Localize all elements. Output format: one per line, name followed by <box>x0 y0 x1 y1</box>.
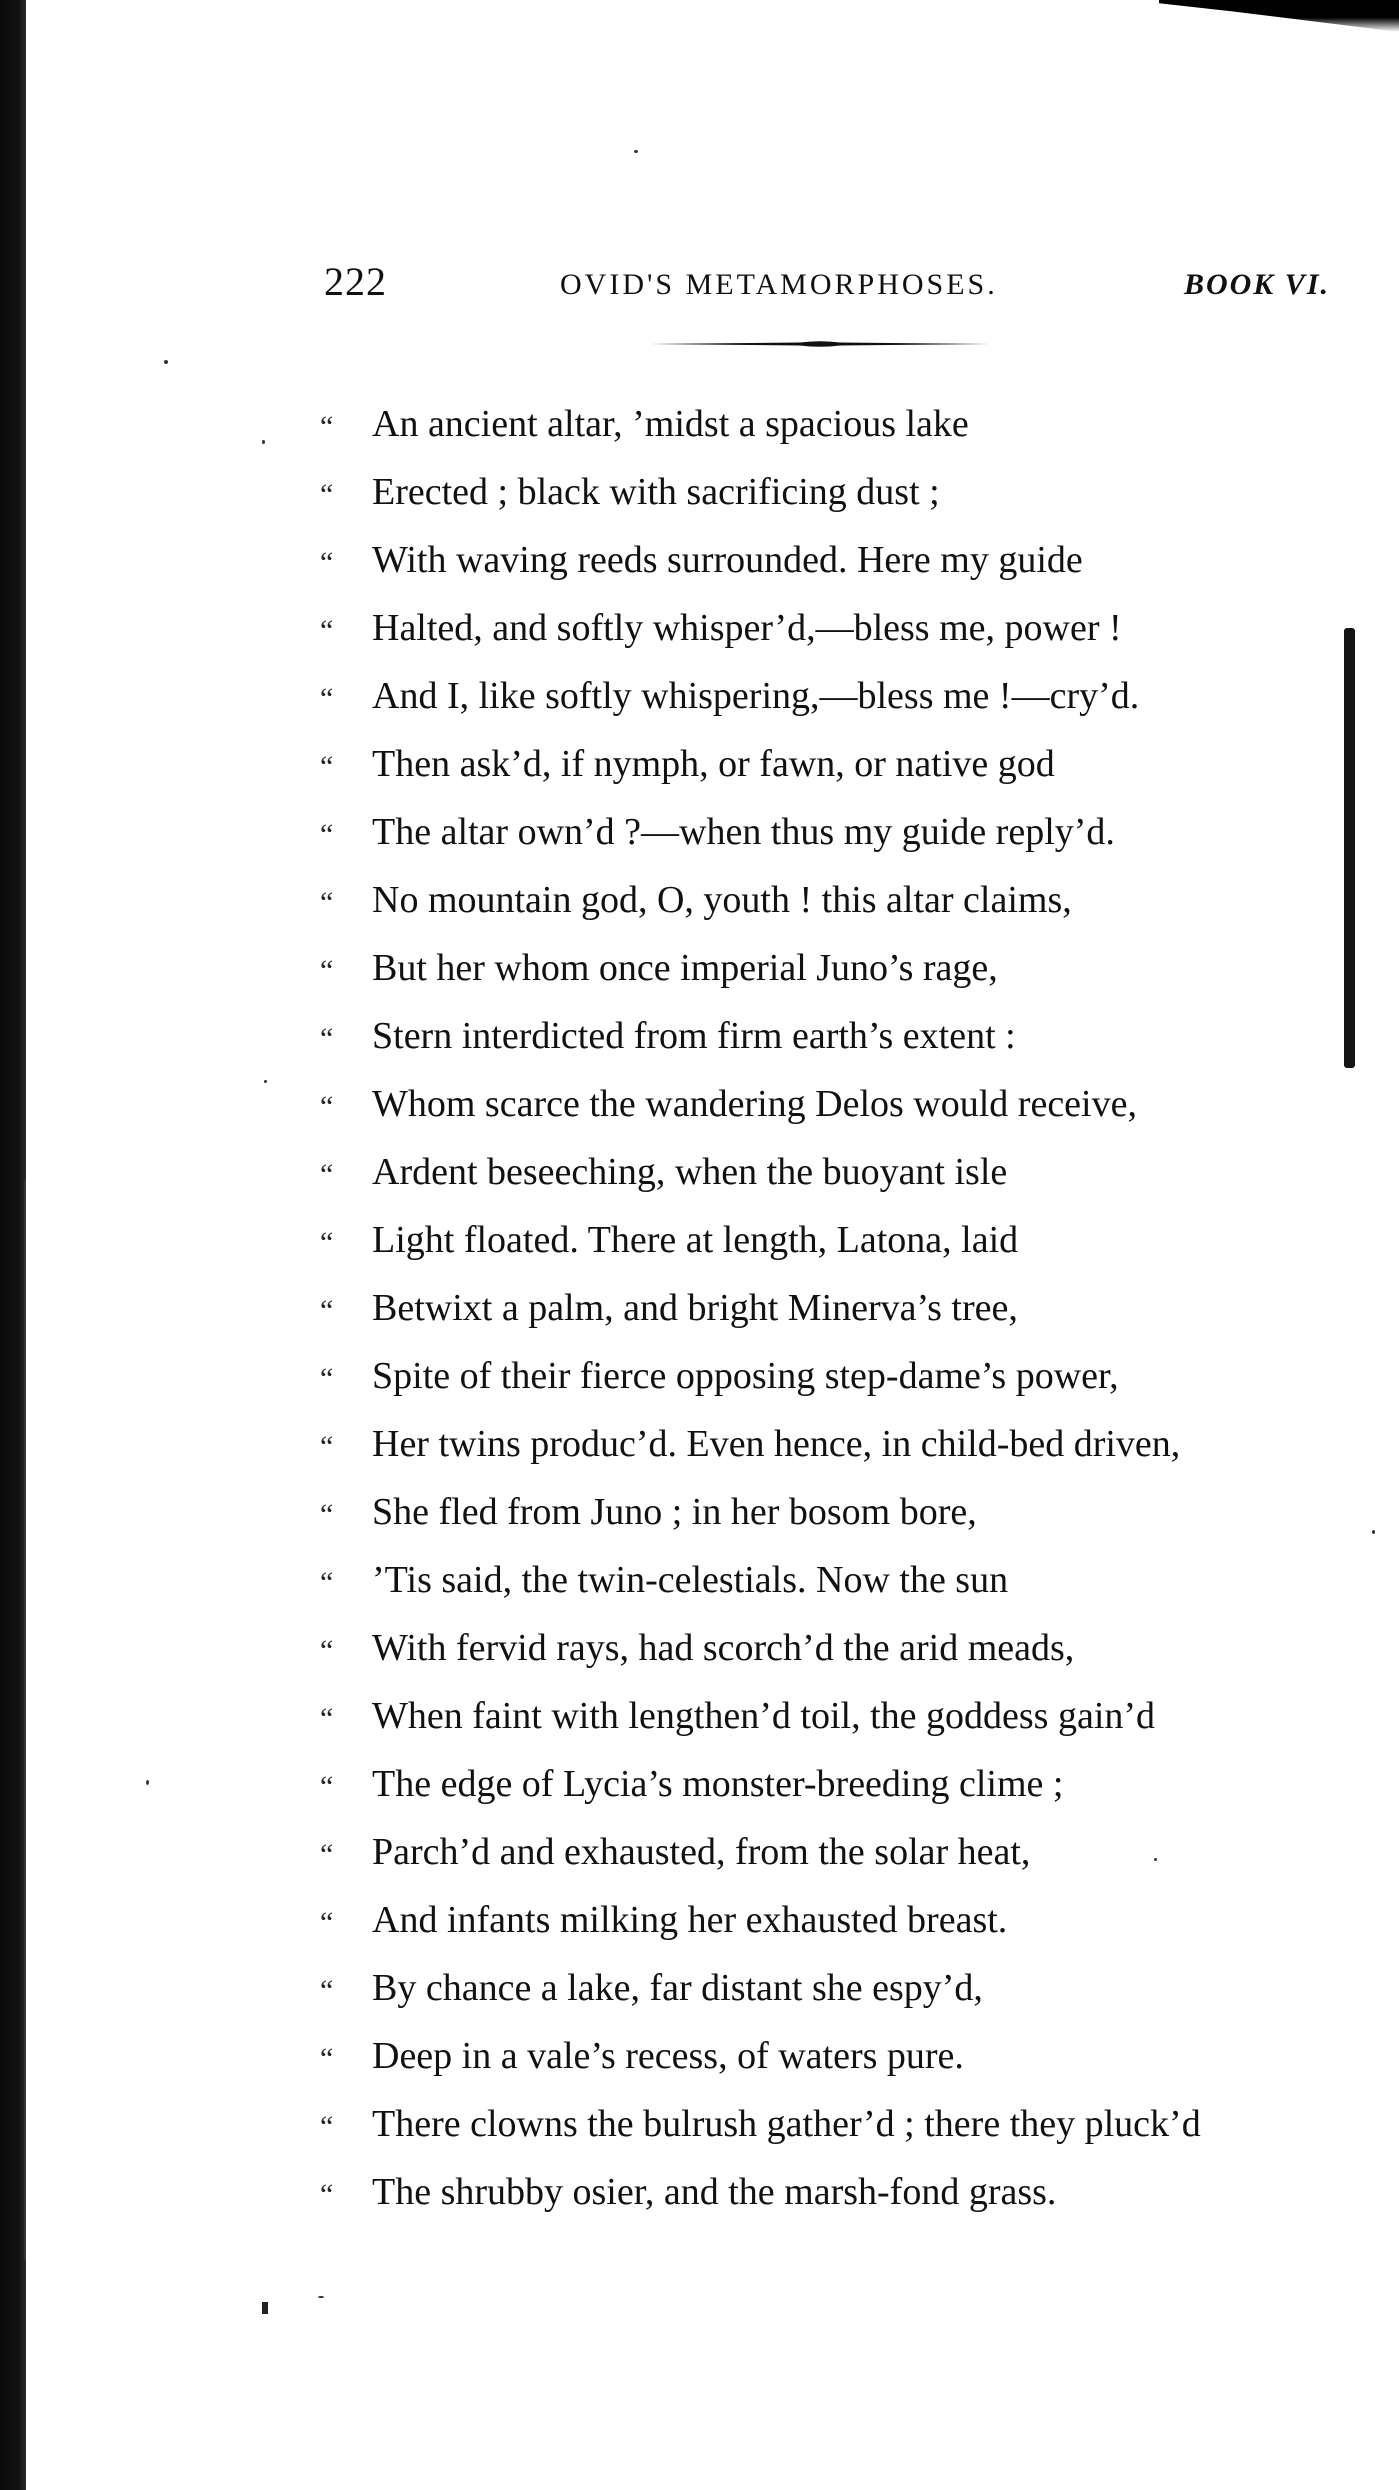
verse-line-text: The shrubby osier, and the marsh-fond grass. <box>372 2171 1057 2213</box>
quote-mark: “ <box>320 682 334 715</box>
verse-line <box>320 1478 1340 1546</box>
verse-line-text: The edge of Lycia’s monster-breeding clime ; <box>372 1763 1064 1805</box>
verse-line-text: And infants milking her exhausted breast. <box>372 1899 1008 1941</box>
quote-mark: “ <box>320 1294 334 1327</box>
binding-shadow <box>0 0 26 2490</box>
quote-mark: “ <box>320 1566 334 1599</box>
verse-line <box>320 1818 1340 1886</box>
verse-line <box>320 1886 1340 1954</box>
verse-line <box>320 1750 1340 1818</box>
book-label: BOOK VI. <box>1183 268 1330 301</box>
margin-line <box>24 1180 26 2260</box>
verse-line-text: Spite of their fierce opposing step-dame’s power, <box>372 1355 1119 1397</box>
quote-mark: “ <box>320 2110 334 2143</box>
speck <box>634 150 638 153</box>
verse-line-text: When faint with lengthen’d toil, the goddess gain’d <box>372 1695 1156 1737</box>
verse-line <box>320 798 1340 866</box>
verse-line-text: Betwixt a palm, and bright Minerva’s tree, <box>372 1287 1018 1329</box>
verse-line-text: Deep in a vale’s recess, of waters pure. <box>372 2035 964 2077</box>
verse-line <box>320 662 1340 730</box>
verse-line-text: She fled from Juno ; in her bosom bore, <box>372 1491 977 1533</box>
verse-line <box>320 1682 1340 1750</box>
verse-line <box>320 526 1340 594</box>
verse-line <box>320 1410 1340 1478</box>
speck <box>318 2296 324 2298</box>
quote-mark: “ <box>320 886 334 919</box>
ornament-rule-shape <box>650 340 990 348</box>
verse-block <box>320 390 1340 2226</box>
quote-mark: “ <box>320 546 334 579</box>
verse-line-text: With waving reeds surrounded. Here my guide <box>372 539 1083 581</box>
quote-mark: “ <box>320 1974 334 2007</box>
verse-line <box>320 1546 1340 1614</box>
verse-line <box>320 1206 1340 1274</box>
verse-line-text: Her twins produc’d. Even hence, in child-bed driven, <box>372 1423 1181 1465</box>
verse-line <box>320 934 1340 1002</box>
verse-line <box>320 1138 1340 1206</box>
verse-line <box>320 866 1340 934</box>
quote-mark: “ <box>320 614 334 647</box>
verse-line <box>320 1070 1340 1138</box>
speck <box>262 440 265 444</box>
quote-mark: “ <box>320 1498 334 1531</box>
speck <box>1372 1530 1375 1534</box>
verse-line-text: No mountain god, O, youth ! this altar claims, <box>372 879 1072 921</box>
verse-line <box>320 458 1340 526</box>
ornament-rule <box>650 340 990 348</box>
quote-mark: “ <box>320 1090 334 1123</box>
verse-line-text: Whom scarce the wandering Delos would receive, <box>372 1083 1137 1125</box>
quote-mark: “ <box>320 1362 334 1395</box>
quote-mark: “ <box>320 410 334 443</box>
quote-mark: “ <box>320 1158 334 1191</box>
speck <box>146 1780 149 1785</box>
verse-line <box>320 2022 1340 2090</box>
verse-line-text: Ardent beseeching, when the buoyant isle <box>372 1151 1008 1193</box>
verse-line <box>320 1614 1340 1682</box>
verse-line <box>320 594 1340 662</box>
quote-mark: “ <box>320 1430 334 1463</box>
quote-mark: “ <box>320 818 334 851</box>
quote-mark: “ <box>320 2178 334 2211</box>
quote-mark: “ <box>320 1838 334 1871</box>
quote-mark: “ <box>320 1906 334 1939</box>
verse-line <box>320 1002 1340 1070</box>
corner-shadow <box>1159 0 1399 32</box>
quote-mark: “ <box>320 954 334 987</box>
verse-line-text: There clowns the bulrush gather’d ; there they pluck’d <box>372 2103 1201 2145</box>
ink-mark <box>262 2302 268 2314</box>
running-title: OVID'S METAMORPHOSES. <box>560 268 998 301</box>
verse-line-text: But her whom once imperial Juno’s rage, <box>372 947 998 989</box>
verse-line <box>320 2158 1340 2226</box>
verse-line-text: Erected ; black with sacrificing dust ; <box>372 471 940 513</box>
verse-line-text: Halted, and softly whisper’d,—bless me, power ! <box>372 607 1122 649</box>
verse-line <box>320 730 1340 798</box>
quote-mark: “ <box>320 2042 334 2075</box>
verse-line-text: An ancient altar, ’midst a spacious lake <box>372 403 969 445</box>
verse-line-text: With fervid rays, had scorch’d the arid meads, <box>372 1627 1075 1669</box>
quote-mark: “ <box>320 1634 334 1667</box>
quote-mark: “ <box>320 1770 334 1803</box>
verse-line <box>320 1342 1340 1410</box>
verse-line-text: Stern interdicted from firm earth’s extent : <box>372 1015 1016 1057</box>
verse-line <box>320 390 1340 458</box>
verse-line-text: And I, like softly whispering,—bless me !—cry’d. <box>372 675 1140 717</box>
quote-mark: “ <box>320 750 334 783</box>
verse-line <box>320 1954 1340 2022</box>
verse-line-text: Parch’d and exhausted, from the solar heat, <box>372 1831 1031 1873</box>
verse-line <box>320 2090 1340 2158</box>
edge-mark <box>1344 628 1355 1068</box>
verse-line <box>320 1274 1340 1342</box>
running-head <box>320 258 1330 318</box>
verse-line-text: The altar own’d ?—when thus my guide reply’d. <box>372 811 1115 853</box>
speck <box>264 1080 267 1083</box>
speck <box>164 360 168 364</box>
quote-mark: “ <box>320 1702 334 1735</box>
verse-line-text: ’Tis said, the twin-celestials. Now the sun <box>372 1559 1009 1601</box>
quote-mark: “ <box>320 1226 334 1259</box>
page-number: 222 <box>324 259 387 304</box>
verse-line-text: By chance a lake, far distant she espy’d, <box>372 1967 983 2009</box>
verse-line-text: Light floated. There at length, Latona, laid <box>372 1219 1019 1261</box>
quote-mark: “ <box>320 478 334 511</box>
quote-mark: “ <box>320 1022 334 1055</box>
verse-line-text: Then ask’d, if nymph, or fawn, or native god <box>372 743 1055 785</box>
